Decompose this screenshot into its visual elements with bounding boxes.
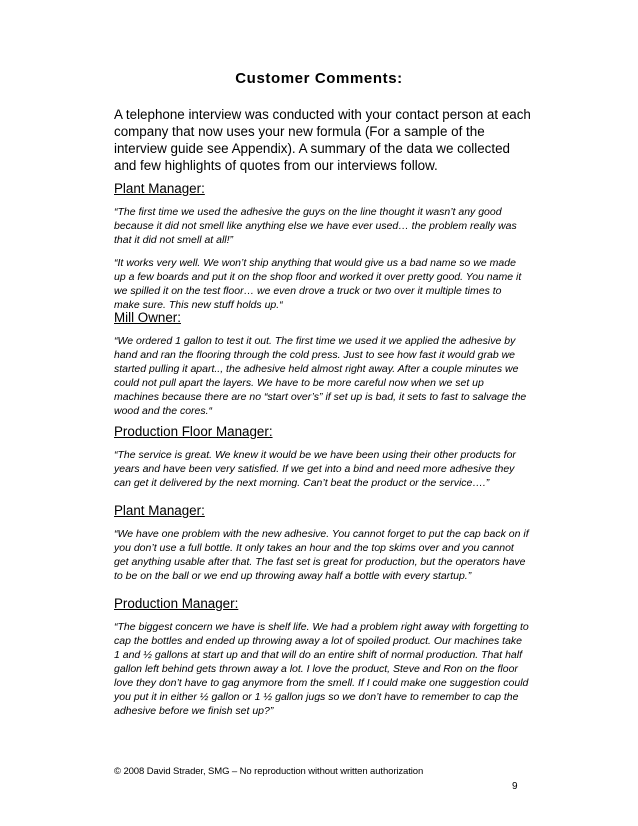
section-production-floor-manager	[114, 424, 530, 490]
section-heading: Plant Manager:	[114, 181, 205, 196]
section-heading: Mill Owner:	[114, 310, 181, 325]
section-production-manager	[114, 596, 530, 718]
quote: “It works very well. We won’t ship anything that would give us a bad name so we made up a few boards and put it on the shop floor and worked it over pretty good. You name it we spilled it on the test floor… we even drove a truck or two over it multiple times to make sure. This new stuff holds up.“	[114, 257, 522, 311]
page-title: Customer Comments:	[235, 70, 403, 87]
quote: “The first time we used the adhesive the guys on the line thought it wasn’t any good because it did not smell like anything else we have ever used… the problem really was that it did not smell at all!”	[114, 206, 517, 246]
section-mill-owner	[114, 310, 530, 418]
quote: “We ordered 1 gallon to test it out. The first time we used it we applied the adhesive by hand and ran the flooring through the cold press. Just to see how fast it would grab we started pulling it apart.., the adhesive held almost right away. After a couple minutes we could not pull apart the layers. We have to be more careful now when we set up machines because there are no “start over’s” if set up is bad, it sets to fast to salvage the wood and the cores.“	[114, 335, 527, 417]
section-plant-manager-2	[114, 503, 530, 583]
copyright-footer: © 2008 David Strader, SMG – No reproduction without written authorization	[114, 766, 424, 777]
quote: “We have one problem with the new adhesive. You cannot forget to put the cap back on if you don’t use a full bottle. It only takes an hour and the top skims over and you cannot get anything usable after that. The fast set is great for production, but the operators have to be on the ball or we end up throwing away half a bottle with every startup.”	[114, 528, 529, 582]
section-heading: Plant Manager:	[114, 503, 205, 518]
page-number: 9	[512, 781, 518, 792]
intro-paragraph: A telephone interview was conducted with your contact person at each company that now uses your new formula (For a sample of the interview guide see Appendix). A summary of the data we collected and few highlights of quotes from our interviews follow.	[114, 107, 531, 173]
section-heading: Production Floor Manager:	[114, 424, 273, 439]
section-heading: Production Manager:	[114, 596, 239, 611]
section-plant-manager-1	[114, 181, 530, 312]
quote: “The service is great. We knew it would be we have been using their other products for years and have been very satisfied. If we get into a bind and need more adhesive they can get it delivered by the next morning. Can’t beat the product or the service….”	[114, 449, 516, 489]
quote: “The biggest concern we have is shelf life. We had a problem right away with forgetting to cap the bottles and ended up throwing away a lot of spoiled product. Our machines take 1 and ½ gallons at start up and that will do an entire shift of normal production. That half gallon left behind gets thrown away a lot. I love the product, Steve and Ron on the floor love they don’t have to gag anymore from the smell. If I could make one suggestion could you put it in either ½ gallon or 1 ½ gallon jugs so we don’t have to remember to cap the adhesive before we finish set up?”	[114, 621, 529, 717]
